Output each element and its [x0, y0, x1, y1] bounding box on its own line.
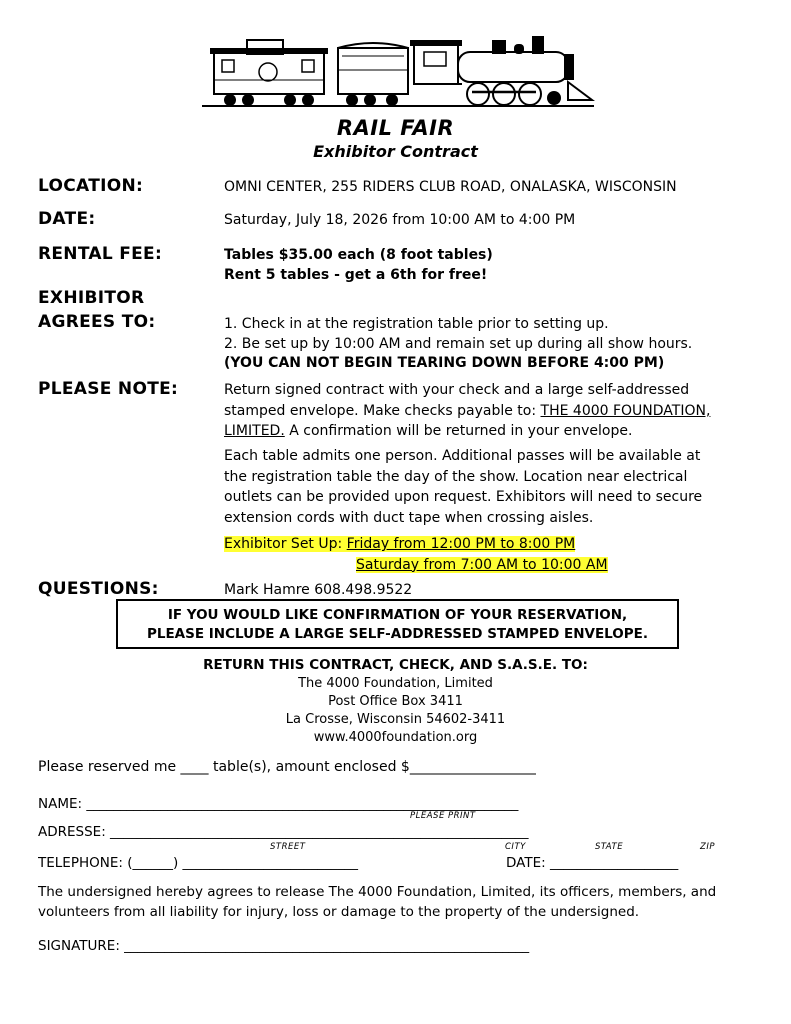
rental-fee-line2: Rent 5 tables - get a 6th for free!	[224, 267, 488, 283]
agrees-item-3: (YOU CAN NOT BEGIN TEARING DOWN BEFORE 4:00 PM)	[224, 355, 665, 371]
return-website: www.4000foundation.org	[313, 730, 478, 745]
train-icon	[192, 30, 602, 112]
questions-contact: Mark Hamre 608.498.9522	[224, 582, 413, 598]
page-subtitle: Exhibitor Contract	[313, 142, 478, 161]
address-field[interactable]: ADRESSE: ______________________________________________________________	[38, 824, 529, 840]
note-paragraph-1	[224, 380, 744, 442]
setup-friday: Friday from 12:00 PM to 8:00 PM	[346, 536, 576, 552]
name-field[interactable]: NAME: ________________________________________________________________	[38, 796, 519, 812]
telephone-field[interactable]: TELEPHONE: (______) __________________________	[38, 855, 359, 871]
city-hint: CITY	[505, 842, 526, 852]
note-p1-line3-text: A confirmation will be returned in your envelope.	[284, 423, 633, 439]
location-label: LOCATION:	[38, 176, 144, 196]
return-heading: RETURN THIS CONTRACT, CHECK, AND S.A.S.E. TO:	[203, 657, 588, 673]
note-p1-line2-text: stamped envelope. Make checks payable to:	[224, 402, 541, 419]
setup-saturday: Saturday from 7:00 AM to 10:00 AM	[356, 556, 608, 573]
please-print-hint: PLEASE PRINT	[410, 811, 476, 821]
train-illustration	[192, 30, 602, 112]
date-label: DATE:	[38, 209, 96, 229]
setup-times	[224, 534, 608, 575]
date-value: Saturday, July 18, 2026 from 10:00 AM to 4:00 PM	[224, 212, 576, 228]
page-title: RAIL FAIR	[336, 116, 455, 140]
setup-saturday-line	[224, 555, 608, 576]
rental-fee-line1: Tables $35.00 each (8 foot tables)	[224, 247, 493, 263]
agrees-label-line1: EXHIBITOR	[38, 288, 145, 308]
confirmation-notice-box	[116, 599, 679, 649]
note-p2-line4: extension cords with duct tape when crossing aisles.	[224, 509, 594, 526]
note-p1-line2	[224, 401, 744, 422]
agrees-item-1: 1. Check in at the registration table prior to setting up.	[224, 316, 609, 332]
rental-fee-label: RENTAL FEE:	[38, 244, 163, 264]
note-p1-line1: Return signed contract with your check and a large self-addressed	[224, 382, 690, 398]
note-p1-line3	[224, 421, 744, 442]
signature-field[interactable]: SIGNATURE: ____________________________________________________________	[38, 938, 530, 954]
questions-label: QUESTIONS:	[38, 579, 159, 599]
date-field[interactable]: DATE: ___________________	[506, 855, 679, 871]
location-value: OMNI CENTER, 255 RIDERS CLUB ROAD, ONALASKA, WISCONSIN	[224, 179, 677, 195]
street-hint: STREET	[270, 842, 306, 852]
release-statement	[38, 882, 716, 922]
zip-hint: ZIP	[700, 842, 715, 852]
return-line-2: Post Office Box 3411	[328, 694, 463, 709]
return-line-3: La Crosse, Wisconsin 54602-3411	[285, 712, 506, 727]
notice-line-1: IF YOU WOULD LIKE CONFIRMATION OF YOUR RESERVATION,	[167, 607, 628, 623]
note-p2-line3: outlets can be provided upon request. Exhibitors will need to secure	[224, 489, 703, 505]
note-p2-line2: the registration table the day of the show. Location near electrical	[224, 468, 688, 485]
setup-friday-line	[224, 534, 608, 555]
agrees-label-line2: AGREES TO:	[38, 312, 156, 332]
note-p2-line1: Each table admits one person. Additional passes will be available at	[224, 448, 701, 464]
release-line-2: volunteers from all liability for injury, loss or damage to the property of the undersigned.	[38, 904, 640, 920]
note-paragraph-2	[224, 446, 744, 528]
agrees-item-2: 2. Be set up by 10:00 AM and remain set up during all show hours.	[224, 336, 693, 352]
return-line-1: The 4000 Foundation, Limited	[298, 676, 493, 691]
return-address-block	[0, 656, 791, 747]
payee-name-cont: LIMITED.	[224, 423, 285, 439]
reserve-tables-field[interactable]: Please reserved me ____ table(s), amount enclosed $__________________	[38, 759, 536, 775]
notice-line-2: PLEASE INCLUDE A LARGE SELF-ADDRESSED STAMPED ENVELOPE.	[146, 626, 649, 642]
please-note-label: PLEASE NOTE:	[38, 379, 179, 399]
payee-name: THE 4000 FOUNDATION,	[540, 402, 711, 419]
setup-label: Exhibitor Set Up:	[224, 536, 347, 552]
release-line-1: The undersigned hereby agrees to release The 4000 Foundation, Limited, its officers, members, and	[38, 884, 717, 900]
state-hint: STATE	[595, 842, 624, 852]
